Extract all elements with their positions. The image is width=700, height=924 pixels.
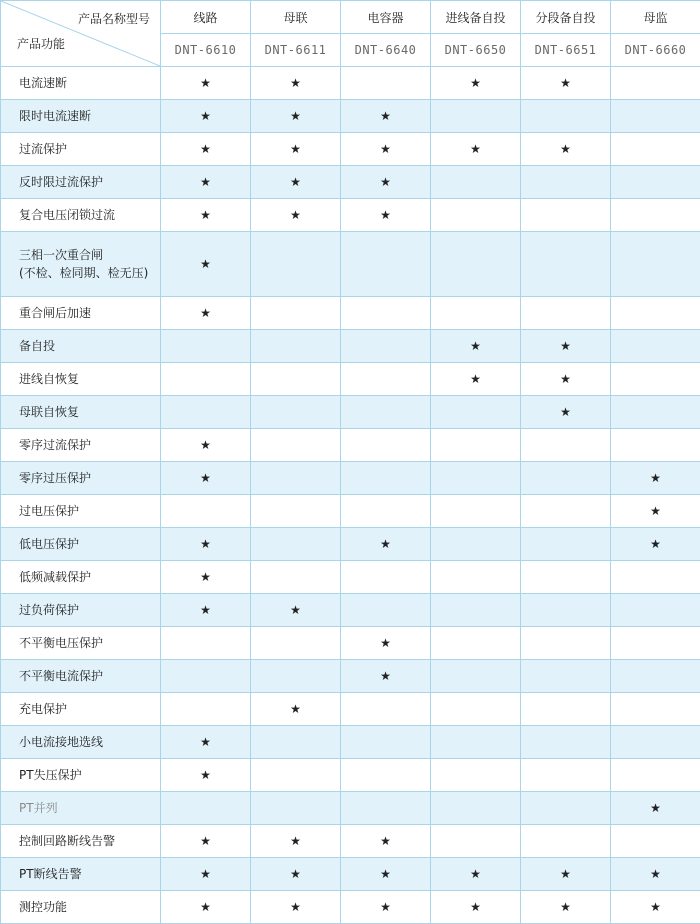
empty-cell [251,561,341,594]
supported-star-icon: ★ [251,858,341,891]
empty-cell [431,792,521,825]
supported-star-icon: ★ [341,891,431,924]
empty-cell [341,792,431,825]
supported-star-icon: ★ [521,891,611,924]
column-name-section-auto-transfer: 分段备自投 [521,1,611,34]
supported-star-icon: ★ [341,199,431,232]
column-name-line: 线路 [161,1,251,34]
function-label: 不平衡电压保护 [1,627,161,660]
table-row [1,297,700,330]
empty-cell [431,297,521,330]
supported-star-icon: ★ [161,429,251,462]
function-label: PT并列 [1,792,161,825]
supported-star-icon: ★ [251,693,341,726]
empty-cell [341,726,431,759]
empty-cell [431,660,521,693]
empty-cell [611,100,700,133]
table-row [1,166,700,199]
empty-cell [431,561,521,594]
empty-cell [521,495,611,528]
function-label: 低电压保护 [1,528,161,561]
empty-cell [161,363,251,396]
empty-cell [521,792,611,825]
supported-star-icon: ★ [161,297,251,330]
supported-star-icon: ★ [161,133,251,166]
table-row [1,561,700,594]
table-row [1,660,700,693]
supported-star-icon: ★ [521,858,611,891]
empty-cell [611,133,700,166]
empty-cell [521,166,611,199]
supported-star-icon: ★ [161,891,251,924]
column-name-bus-monitor: 母监 [611,1,700,34]
function-label: 零序过压保护 [1,462,161,495]
empty-cell [611,726,700,759]
empty-cell [251,627,341,660]
table-row [1,133,700,166]
empty-cell [611,429,700,462]
empty-cell [521,199,611,232]
empty-cell [251,232,341,297]
corner-label-product-function: 产品功能 [17,35,65,52]
empty-cell [431,726,521,759]
column-model-incoming-auto-transfer: DNT-6650 [431,34,521,67]
supported-star-icon: ★ [341,528,431,561]
supported-star-icon: ★ [521,396,611,429]
empty-cell [431,396,521,429]
supported-star-icon: ★ [251,199,341,232]
table-row [1,100,700,133]
empty-cell [611,759,700,792]
function-label: 进线自恢复 [1,363,161,396]
empty-cell [611,166,700,199]
empty-cell [611,67,700,100]
supported-star-icon: ★ [431,891,521,924]
supported-star-icon: ★ [611,495,700,528]
function-label: PT失压保护 [1,759,161,792]
function-label: 充电保护 [1,693,161,726]
header-name-row [1,1,700,34]
empty-cell [251,429,341,462]
empty-cell [341,594,431,627]
supported-star-icon: ★ [161,462,251,495]
empty-cell [251,759,341,792]
supported-star-icon: ★ [161,67,251,100]
empty-cell [431,693,521,726]
empty-cell [431,166,521,199]
supported-star-icon: ★ [341,627,431,660]
supported-star-icon: ★ [431,133,521,166]
empty-cell [521,825,611,858]
empty-cell [611,297,700,330]
empty-cell [251,462,341,495]
function-label: 过负荷保护 [1,594,161,627]
empty-cell [611,561,700,594]
empty-cell [161,627,251,660]
table-row [1,792,700,825]
empty-cell [431,429,521,462]
empty-cell [431,232,521,297]
empty-cell [431,759,521,792]
function-label: PT断线告警 [1,858,161,891]
supported-star-icon: ★ [341,825,431,858]
table-row [1,891,700,924]
empty-cell [161,495,251,528]
empty-cell [251,660,341,693]
empty-cell [341,693,431,726]
function-label: 过电压保护 [1,495,161,528]
function-label: 母联自恢复 [1,396,161,429]
empty-cell [161,330,251,363]
empty-cell [341,462,431,495]
empty-cell [341,232,431,297]
empty-cell [431,825,521,858]
supported-star-icon: ★ [161,759,251,792]
empty-cell [521,759,611,792]
supported-star-icon: ★ [611,858,700,891]
function-label: 电流速断 [1,67,161,100]
table-row [1,825,700,858]
supported-star-icon: ★ [161,825,251,858]
empty-cell [341,297,431,330]
table-row [1,429,700,462]
table-row [1,396,700,429]
empty-cell [431,495,521,528]
empty-cell [431,462,521,495]
column-name-bus-coupler: 母联 [251,1,341,34]
function-label: 过流保护 [1,133,161,166]
empty-cell [521,660,611,693]
supported-star-icon: ★ [341,100,431,133]
empty-cell [431,594,521,627]
function-label: 测控功能 [1,891,161,924]
column-model-bus-monitor: DNT-6660 [611,34,700,67]
table-row [1,232,700,297]
empty-cell [161,792,251,825]
empty-cell [521,594,611,627]
empty-cell [341,330,431,363]
table-row [1,858,700,891]
empty-cell [251,528,341,561]
supported-star-icon: ★ [431,67,521,100]
supported-star-icon: ★ [161,594,251,627]
table-row [1,363,700,396]
supported-star-icon: ★ [161,100,251,133]
function-label: 备自投 [1,330,161,363]
supported-star-icon: ★ [341,660,431,693]
supported-star-icon: ★ [161,232,251,297]
empty-cell [251,297,341,330]
empty-cell [341,363,431,396]
empty-cell [431,100,521,133]
empty-cell [611,693,700,726]
empty-cell [251,792,341,825]
supported-star-icon: ★ [251,166,341,199]
empty-cell [521,297,611,330]
function-label: 小电流接地选线 [1,726,161,759]
function-label: 反时限过流保护 [1,166,161,199]
column-name-incoming-auto-transfer: 进线备自投 [431,1,521,34]
corner-label-product-model: 产品名称型号 [78,10,150,27]
table-row [1,462,700,495]
empty-cell [611,396,700,429]
supported-star-icon: ★ [161,726,251,759]
function-label: 控制回路断线告警 [1,825,161,858]
supported-star-icon: ★ [251,891,341,924]
supported-star-icon: ★ [611,891,700,924]
table-row [1,693,700,726]
empty-cell [251,495,341,528]
supported-star-icon: ★ [431,858,521,891]
table-row [1,726,700,759]
empty-cell [431,199,521,232]
supported-star-icon: ★ [251,67,341,100]
supported-star-icon: ★ [161,166,251,199]
empty-cell [251,396,341,429]
empty-cell [611,594,700,627]
function-label: 限时电流速断 [1,100,161,133]
empty-cell [161,660,251,693]
empty-cell [611,232,700,297]
empty-cell [611,363,700,396]
column-model-line: DNT-6610 [161,34,251,67]
supported-star-icon: ★ [161,858,251,891]
supported-star-icon: ★ [521,133,611,166]
column-model-bus-coupler: DNT-6611 [251,34,341,67]
table-row [1,627,700,660]
supported-star-icon: ★ [161,199,251,232]
empty-cell [611,825,700,858]
empty-cell [341,561,431,594]
table-row [1,199,700,232]
empty-cell [341,396,431,429]
table-row [1,67,700,100]
empty-cell [341,495,431,528]
table-row [1,594,700,627]
supported-star-icon: ★ [251,100,341,133]
supported-star-icon: ★ [341,166,431,199]
corner-header-cell [1,1,161,67]
supported-star-icon: ★ [251,825,341,858]
empty-cell [521,693,611,726]
table-row [1,759,700,792]
supported-star-icon: ★ [521,67,611,100]
supported-star-icon: ★ [341,133,431,166]
supported-star-icon: ★ [521,330,611,363]
empty-cell [521,462,611,495]
supported-star-icon: ★ [431,363,521,396]
empty-cell [611,660,700,693]
empty-cell [611,330,700,363]
table-row [1,495,700,528]
empty-cell [521,100,611,133]
function-label: 零序过流保护 [1,429,161,462]
table-row [1,528,700,561]
empty-cell [161,396,251,429]
empty-cell [341,67,431,100]
empty-cell [251,330,341,363]
function-label: 不平衡电流保护 [1,660,161,693]
empty-cell [611,627,700,660]
supported-star-icon: ★ [161,528,251,561]
empty-cell [251,726,341,759]
empty-cell [521,726,611,759]
table-row [1,330,700,363]
supported-star-icon: ★ [611,462,700,495]
table-body [1,67,700,924]
empty-cell [251,363,341,396]
function-label: 低频减载保护 [1,561,161,594]
column-model-capacitor: DNT-6640 [341,34,431,67]
supported-star-icon: ★ [431,330,521,363]
empty-cell [521,232,611,297]
empty-cell [431,627,521,660]
empty-cell [341,759,431,792]
supported-star-icon: ★ [521,363,611,396]
empty-cell [611,199,700,232]
empty-cell [431,528,521,561]
supported-star-icon: ★ [251,594,341,627]
column-name-capacitor: 电容器 [341,1,431,34]
supported-star-icon: ★ [611,528,700,561]
supported-star-icon: ★ [251,133,341,166]
empty-cell [521,627,611,660]
function-label: 复合电压闭锁过流 [1,199,161,232]
function-label: 三相一次重合闸 (不检、检同期、检无压) [1,232,161,297]
supported-star-icon: ★ [611,792,700,825]
column-model-section-auto-transfer: DNT-6651 [521,34,611,67]
function-label: 重合闸后加速 [1,297,161,330]
table-header [1,1,700,67]
empty-cell [161,693,251,726]
empty-cell [521,561,611,594]
supported-star-icon: ★ [341,858,431,891]
empty-cell [521,528,611,561]
supported-star-icon: ★ [161,561,251,594]
empty-cell [521,429,611,462]
empty-cell [341,429,431,462]
